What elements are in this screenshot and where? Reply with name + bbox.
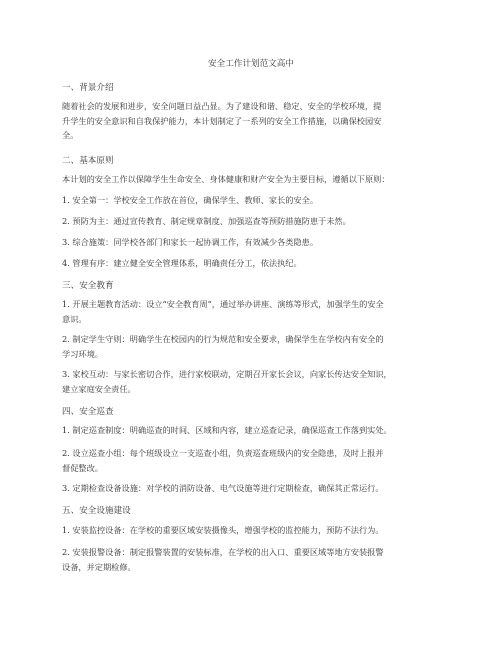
text-line: 学习环境。 bbox=[62, 348, 103, 359]
text-line: 2. 安装报警设备：制定报警装置的安装标准，在学校的出入口、重要区域等地方安装报警 bbox=[62, 547, 384, 557]
section-heading-facilities: 五、安全设施建设 bbox=[62, 506, 131, 516]
paragraph-inspection-3 bbox=[62, 481, 442, 496]
section-heading-background: 一、背景介绍 bbox=[62, 83, 114, 93]
text-line: 2. 预防为主：通过宣传教育、制定规章制度、加强巡查等预防措施防患于未然。 bbox=[62, 216, 351, 226]
section-heading-principles: 二、基本原则 bbox=[62, 156, 114, 166]
text-line: 3. 家校互动：与家长密切合作，进行家校联动，定期召开家长会议，向家长传达安全知识， bbox=[62, 369, 392, 379]
text-line: 意识。 bbox=[62, 313, 87, 324]
text-line: 3. 定期检查设备设施：对学校的消防设备、电气设施等进行定期检查，确保其正常运行。 bbox=[62, 483, 384, 493]
text-line: 本计划的安全工作以保障学生生命安全、身体健康和财产安全为主要目标，遵循以下原则： bbox=[62, 174, 390, 184]
paragraph-facilities-1 bbox=[62, 523, 442, 538]
paragraph-inspection-2 bbox=[62, 446, 442, 475]
text-line: 全。 bbox=[62, 130, 79, 140]
text-line: 1. 安全第一：学校安全工作放在首位，确保学生、教师、家长的安全。 bbox=[62, 195, 319, 205]
text-line: 4. 管理有序：建立健全安全管理体系，明确责任分工，依法执纪。 bbox=[62, 258, 302, 268]
text-line: 督促整改。 bbox=[62, 462, 103, 473]
paragraph-background bbox=[62, 99, 442, 143]
text-line: 1. 制定巡查制度：明确巡查的时间、区域和内容，建立巡查记录，确保巡查工作落到实处。 bbox=[62, 425, 392, 435]
section-heading-education: 三、安全教育 bbox=[62, 281, 114, 291]
paragraph-principle-1 bbox=[62, 193, 442, 208]
paragraph-principles-intro bbox=[62, 172, 442, 187]
paragraph-education-3 bbox=[62, 367, 442, 396]
document-title: 安全工作计划范文高中 bbox=[208, 59, 294, 69]
paragraph-education-1 bbox=[62, 297, 442, 326]
text-line: 2. 设立巡查小组：每个班级设立一支巡查小组，负责巡查班级内的安全隐患，及时上报并 bbox=[62, 448, 384, 458]
paragraph-facilities-2 bbox=[62, 545, 442, 574]
text-line: 2. 制定学生守则：明确学生在校园内的行为规范和安全要求，确保学生在学校内有安全的 bbox=[62, 334, 384, 344]
text-line: 3. 综合施策：同学校各部门和家长一起协调工作，有效减少各类隐患。 bbox=[62, 237, 319, 247]
section-heading-inspection: 四、安全巡查 bbox=[62, 407, 114, 417]
paragraph-education-2 bbox=[62, 332, 442, 361]
paragraph-principle-3 bbox=[62, 235, 442, 250]
text-line: 1. 安装监控设备：在学校的重要区域安装摄像头，增强学校的监控能力，预防不法行为。 bbox=[62, 525, 384, 535]
text-line: 设备，并定期检修。 bbox=[62, 561, 136, 572]
text-line: 升学生的安全意识和自我保护能力，本计划制定了一系列的安全工作措施，以确保校园安 bbox=[62, 115, 382, 126]
paragraph-principle-2 bbox=[62, 214, 442, 229]
text-line: 建立家庭安全责任。 bbox=[62, 383, 136, 394]
text-line: 随着社会的发展和进步，安全问题日益凸显。为了建设和谐、稳定、安全的学校环境，提 bbox=[62, 101, 382, 111]
paragraph-principle-4 bbox=[62, 256, 442, 271]
text-line: 1. 开展主题教育活动：设立“安全教育周”，通过举办讲座、演练等形式，加强学生的安全 bbox=[62, 299, 384, 309]
paragraph-inspection-1 bbox=[62, 423, 442, 438]
